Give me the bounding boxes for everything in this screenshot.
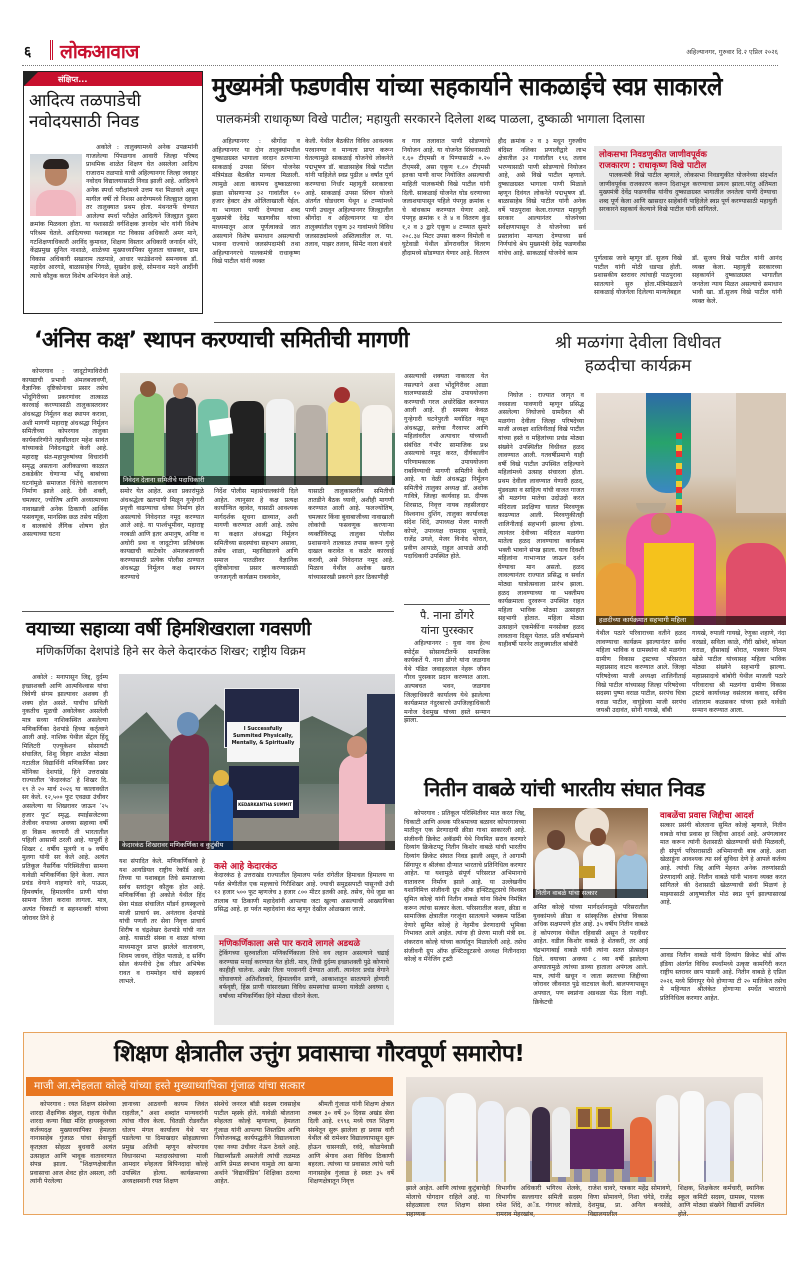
himshikhar-photo-caption: केदारकंठ शिखरावर मणिकर्णिका व कुटुंबीय	[119, 841, 395, 850]
nana-headline-line2: यांना पुरस्कार	[420, 624, 474, 637]
section-rule-3	[404, 716, 786, 717]
devi-headline-line1: श्री मळगंगा देवीला विधीवत	[555, 333, 721, 353]
nitin-side-body: सत्कार प्रसंगी बोलताना सुमित कोल्हे म्हणाले, नितीन वाबळे यांचा प्रवास हा जिद्दीचा आदर्श आहे. अपंगत्वावर मात करून त्यांनी देशासाठी खेळण्याची संधी मिळवली, ही संपूर्ण परिसरासाठी अभिमानाची बाब आहे. अशा खेळाडूंना आवश्यक त्या सर्व सुविधा देणे हे आपले कर्तव्य आहे. त्यांची जिद्द आणि मेहनत अनेक तरुणांसाठी प्रेरणादायी आहे. नितीन वाबळे यांनी भावना व्यक्त करत सांगितले की देशासाठी खेळण्याची संधी मिळणं हे माझ्यासाठी आयुष्यातील मोठं स्वप्न पूर्ण झाल्यासारखं आहे.	[660, 822, 786, 907]
lead-col-2: केली. येथील बैठकीत विविध आवश्यक परवानग्या व मान्यता प्राप्त करून घेतल्यामुळे साकळाई योजनेचे लोकनेते पद्मभूषण डॉ. बाळासाहेब विखे पाटील यांनी पाहिलेले स्वप्न पुढील ४ वर्षांत पूर्ण करण्याचा निर्धार महायुती सरकारचा आहे. साकळाई उपसा सिंचन योजने अंतर्गत घोडधरण येथून ४ टप्प्यांमध्ये पाणी उचलून अहिल्यानगर जिल्ह्यातील श्रीगोंदा व अहिल्यानगर या दोन तालुक्यांतील एकूण ३२ गावांमध्ये विविध जलसाठ्यांमध्ये अस्तित्वातील ल. पा. तलाव, पाझर तलाव, सिमेंट नाला बंधारे	[305, 138, 393, 249]
himshikhar-photo: I Successfully Summited Physically, Mentally, & Spiritually KEDARKANTHA SUMMIT केदारकंठ शिखरावर मणिकर्णिका व कुटुंबीय	[119, 674, 395, 850]
devi-col-3: गायखे, रुपाली गायखे, रेणुका शहाणे, नंदा वरखडे, सविता काळे, गौरी खोबरे, कोमल वराळ, हौसाबाई थोरात, पत्रकार निलम खोसे पाटील यांच्यासह महिला भाविक मोठ्या संख्येने सहभागी झाल्या. महाप्रसादाचे बांबोरी येथील माजली पठारे परिवाराचा श्री मळगंगा ग्रामीण विकास ट्रस्टचे कार्याध्यक्ष वसंतराव कवाद, सचिव शांताराम कळसकर यांच्या हस्ते यावेळी सन्मान करण्यात आला.	[692, 630, 786, 715]
anis-col-3: निर्देश पोलीस महासंचालकांनी दिले आहेत. त्यानुसार हे कक्ष प्रत्यक्ष कार्यान्वित व्हावेत, यासाठी आवश्यक मार्गदर्शक सूचना द्याव्यात, अशी मागणी करण्यात आली आहे. तसेच या कक्षात अंधश्रद्धा निर्मूलन समितीच्या सदस्यांचा सहभाग असावा, तसेच शाळा, महाविद्यालये आणि समाज पातळीवर वैज्ञानिक दृष्टिकोनाचा प्रसार करण्यासाठी जनजागृती कार्यक्रम राबवावेत,	[214, 488, 298, 581]
kedarkantha-box-title: कसे आहे केदारकंठ	[214, 862, 278, 872]
obstacles-box-body: ट्रेकिंगच्या सुरुवातीला मणिकर्णिकाला तिचे वय लहान असल्याने चढाई करण्यास मनाई करण्यात येत होती. मात्र, तिची दुर्दम्य इच्छाशक्ती पुढे कोणाचे काहीही चालेना. अखेर तिला परवानगी देण्यात आली. त्यानंतर प्रचंड वेगाने घोंघावणारे अतिशीतवारे, हिमालयीन प्राणी, आकाशातून सातत्याने होणारी बर्फवृष्टी, हिंस्र प्राणी यांसारख्या विविध समस्यांचा सामना यावेळी अवघ्या ६ वर्षांच्या मणिकर्णिका हिने मोठ्या धीराने केला.	[219, 950, 389, 1000]
shikshan-photo	[406, 1077, 763, 1182]
nana-body: अहिल्यानगर : युवा नाव हेल्थ स्पोर्ट्स सोसायटीतर्फे सामाजिक कार्यकर्ते पै. नाना डोंगरे यांना जळगाव येथे पंडित जवाहरलाल नेहरू जीवन गौरव पुरस्कार प्रदान करण्यात आला. अल्पबचत भवन, जळगाव जिल्हाधिकारी कार्यालय येथे झालेल्या कार्यक्रमात नंदुरबारचे उपजिल्हाधिकारी मनोज देशमुख यांच्या हस्ते सन्मान झाला.	[404, 640, 490, 725]
lead-col-1: अहिल्यानगर : श्रीगोंदा व अहिल्यानगर या दोन तालुक्यांमधील दुष्काळग्रस्त भागाला वरदान ठरणाऱ्या साकळाई उपसा सिंचन योजनेस मंत्रिमंडळ बैठकीत मान्यता मिळाली. त्यामुळे आता कायमच दुष्काळाच्या झळा सोसणाऱ्या ३२ गावांतील १० हजार हेक्टर क्षेत्र ओलिताखाली येईल. या भागाला पाणी देण्याचा शब्द मुख्यमंत्री देवेंद्र फडणवीस यांच्या माध्यमातून आज पूर्णत्वाकडे जात असल्याने विशेष समाधान असल्याची भावना राज्याचे जलसंपदामंत्री तथा अहिल्यानगरचे पालकमंत्री राधाकृष्ण विखे पाटील यांनी व्यक्त	[212, 138, 300, 266]
shikshan-col-7: राजेश चावरे, पत्रकार महेंद्र सोमावणे, विणा सोमावणे, निशा चंगेडे, राजेंद्र देशमुख, प्रा. अनिल बनसोडे, विद्यालयातील	[588, 1185, 672, 1218]
shikshan-col-3: संस्थेचे जनरल बॉडी सदस्य रावसाहेब पाटील म्हस्के होते. यावेळी बोलताना स्नेहलता कोल्हे म्हणाल्या, हेमलता गुंजाळ यांनी आपल्या शिस्तप्रिय आणि नियोजनबद्ध कार्यपद्धतीने विद्यालयाला एका नव्या उंचीवर नेऊन ठेवले आहे. विद्यार्थ्यांप्रती असलेली त्यांची तळमळ आणि प्रेमळ स्वभाव यामुळे त्या खऱ्या अर्थाने ‘विद्यार्थीप्रिय’ शिक्षिका ठरल्या आहेत.	[214, 1101, 300, 1186]
kedarkantha-box-body: केदारकंठ हे उत्तराखंड राज्यातील हिमालय पर्वत रांगेतील हिमाचल हिमालय या पर्वत श्रेणीतील एक महत्त्वाचे गिरीशिखर आहे. ज्याची समुद्रसपाटी पासूनची उंची १२ हजार ५०० फूट म्हणजेच ३ हजार ८०० मीटर इतकी आहे. तसेच, येथे जुडा का तालाब या ठिकाणी महादेवांनी आपल्या जटा खुल्या असल्याची आख्यायिका प्रसिद्ध आहे. हा पर्वत महादेवांना कंठ म्हणून देखील ओळखला जातो.	[214, 872, 394, 914]
nitin-photo-caption: नितीन वाबळे यांचा सत्कार	[533, 889, 648, 898]
shikshan-col-5: झाले आहेत. आणि त्यांच्या कुटुंबाचेही मोलाचे योगदान राहिले आहे. या सोहळ्याला रयत शिक्षण संस्था सहाय्यक	[406, 1185, 490, 1218]
masthead-divider	[50, 40, 53, 60]
anis-col-5: असल्याची शक्यता नाकारता येत नसल्याने अशा भोंदूगिरीवर आळा घालण्यासाठी ठोस उपाययोजना करण्याची गरज अधोरेखित करण्यात आली आहे. ही समस्या केवळ गुन्हेगारी घटनेपुरती मर्यादित नसून अंधश्रद्धा, सत्तेचा गैरवापर आणि महिलांवरील अत्याचार यांच्याशी संबंधित गंभीर सामाजिक प्रश्न असल्याचे नमूद करत, दीर्घकालीन परिणामकारक उपाययोजना राबविण्याची मागणी समितीने केली आहे. या वेळी अंधश्रद्धा निर्मूलन समितीचे तालुका अध्यक्ष डॉ. अशोक गावित्रे, जिल्हा कार्यवाह प्रा. दीपक शिरसाठ, निवृत्त नायब तहसीलदार विश्वनाथ दुशिंग, तालुका कार्याध्यक्ष संदेश शिंदे, उपाध्यक्ष मेजर मारुती कोपरे, उपाध्यक्ष रामदास भुजाडे, राजेंद्र उगले, मेजर विनोद थोरात, प्रवीण आपाळे, राहुल आपाळे आदी पदाधिकारी उपस्थित होते.	[404, 373, 488, 561]
nana-rule	[404, 604, 490, 605]
nitin-side-rule	[660, 948, 786, 949]
lead-col-5: पूर्णत्वास जावे म्हणून डॉ. सुजय विखे पाटील यांनी मोठी धडपड होती. प्रशासकीय स्तरावर त्यांचाही पाठपुरावा सातत्याने सुरु होता.मंत्रिमंडळाने साकळाई योजनेला दिलेल्या मान्यतेबद्दल	[594, 255, 682, 297]
brief-body: अकोले : तालुक्यामध्ये अनेक उपक्रमांनी गाजलेल्या पिंपळगाव आवारी जिल्हा परिषद प्राथमिक शाळेत शिक्षण घेत असलेला आदित्य राजाराम तळपाडे याची अहिल्यानगर जिल्हा जवाहर नवोदय विद्यालयासाठी निवड झाली आहे. आदित्यने अनेक स्पर्धा परीक्षांमध्ये उत्तम यश मिळवले असून मागील वर्षी तो निशस आरोग्यमध्ये जिल्ह्यात दहावा तर तालुक्यात प्रथम होता. मंथनतर्फे घेण्यात आलेल्या स्पर्धा परीक्षेत आदित्यने जिल्ह्यात दुसरा क्रमांक मिळवला होता. या यशासाठी वर्गशिक्षक ज्ञानदेव भोर यांनी विशेष परिश्रम घेतले. आदित्यच्या यशाबद्दल गट विकास अधिकारी अमर माने, गटशिक्षणाधिकारी अरविंद कुमावत, शिक्षण विस्तार अधिकारी जनार्दन थोरे, केंद्रप्रमुख सुनिल नाशाळे, शाळेच्या मुख्याध्यापिका सुजाता चासकर, ग्राम विकास अधिकारी सखाराम तळपाडे, आधार फाउंडेशनचे समन्वयक डॉ. महादेव आरगडे, बाळासाहेब गिगळे, सुखदेव इल्हे, सोमनाथ मदने आदींनी त्याचे कौतुक करत विशेष अभिनंदन केले आहे.	[30, 144, 198, 280]
shikshan-col-2: ज्ञानाच्या आठवणी कायम जिवंत राहतील," अशा शब्दांत मान्यवरांनी त्यांचा गौरव केला. चितळी रोडवरील धोलप मंगल कार्यालय येथे पार पडलेल्या या दिमाखदार सोहळ्याच्या प्रमुख अतिथी म्हणून कोपरगाव विधानसभा मतदारसंघाच्या माजी आमदार स्नेहलता बिपिनदादा कोल्हे उपस्थित होत्या. कार्यक्रमाच्या अध्यक्षस्थानी रयत शिक्षण	[122, 1101, 208, 1186]
shikshan-col-1: कोपरगाव : रयत शिक्षण संस्थेच्या शारदा शैक्षणिक संकुल, राहता येथील शारदा कन्या विद्या मंदिर हायस्कूलच्या कर्तव्यदक्ष मुख्याध्यापिका हेमलता नानासाहेब गुंजाळ यांचा सेवापूर्ती कृतज्ञता सोहळा बुधवारी अत्यंत उत्साहात आणि भावूक वातावरणात संपन्न झाला. "शिक्षणक्षेत्रातील प्रवासाचा आज शेवट होत असला, तरी त्यांनी पेरलेल्या	[30, 1101, 116, 1186]
nitin-side-body-2: आवड नितीन वाबळे यांनी दिव्यांग क्रिकेट बोर्ड ऑफ इंडिया अंतर्गत विविध स्पर्धांमध्ये उत्कृष्ट कामगिरी करत राष्ट्रीय स्तरावर छाप पाडली आहे. नितीन वाबळे हे एप्रिल २०२६ मध्ये सिंगापूर येथे होणाऱ्या टी २० मालिकेत तसेच मे महिन्यात श्रीलंकेत होणाऱ्या स्पर्धेत भारताचे प्रतिनिधित्व करणार आहेत.	[660, 952, 786, 1002]
section-rule-1	[214, 322, 782, 323]
brief-tag: संक्षिप्त...	[58, 75, 88, 84]
obstacles-box	[214, 935, 394, 1025]
anis-col-4: यासाठी तालुकास्तरीय समितीची तातडीने बैठक घ्यावी, अशीही मागणी करण्यात आली आहे. फलज्योतिष, चमत्कार किंवा बुवाबाजीच्या नावाखाली लोकांची फसवणूक करणाऱ्या व्यक्तींविरुद्ध तालुका पोलीस प्रशासनाने तात्काळ तपास करून गुन्हे दाखल करावेत व कठोर कारवाई करावी, असे निवेदनात नमूद आहे. मिळाव येथील अशोक खरात यांच्यासारखी प्रकरणे इतर ठिकाणीही	[308, 488, 394, 581]
anis-photo	[120, 373, 395, 485]
lead-sidebar-body: पालकमंत्री विखे पाटील म्हणाले, लोकसभा निवडणुकीत योजनेच्या संदर्भात जाणीवपूर्वक राजकारण करून दिशाभूल करण्याचा प्रयत्न झाला.परंतु अंतिमता मुख्यमंत्री देवेंद्र फडणवीस यांनीच दुष्काळग्रस्त भागातील जनतेला पाणी देण्याचा शब्द पूर्ण केला आणि खासदार साहेबांनी पाहिलेले स्वप्न पूर्ण करण्यासाठी महायुती सरकारने सहकार्य केल्याने विखे पाटील यांनी सांगितले.	[599, 172, 777, 214]
newspaper-logo: लोकआवाज	[60, 41, 139, 63]
shikshan-col-8: शिक्षक, शिक्षकेतर कर्मचारी, स्थानिक स्कूल कमिटी सदस्य, ग्रामस्थ, पालक आणि मोठ्या संख्येने विद्यार्थी उपस्थित होते.	[678, 1185, 764, 1218]
nitin-headline: नितीन वाबळे यांची भारतीय संघात निवड	[424, 777, 705, 801]
nitin-side-title: वाबळेंचा प्रवास जिद्दीचा आदर्श	[660, 811, 754, 821]
lead-col-3: व गाव तलावात पाणी सोडण्याचे नियोजन आहे. या योजनेत सिंचनासाठी १.६० टीएमसी व पिण्यासाठी ०.२० टीएमसी, असा एकूण १.८० टीएमसी इतका पाणी वापर नियोजित असल्याची माहिती पालकमंत्री विखे पाटील यांनी दिली. साकळाई योजनेत घोड धरणाच्या जलाशयापासून पहिले पंपगृह क्रमांक १ चे बांधकाम करण्यात येणार आहे. पंपगृह क्रमांक १ ते ४ व वितरण कुंड १,२ व ३ द्वारे एकूण ४ टप्प्यात सुमारे २०८.३४ मिटर उपसा करून विमोली व घुटेवाडी येथील डोंगरावरील वितरण हौदामध्ये सोडण्यात येणार आहे. वितरण	[402, 138, 490, 257]
lead-headline: मुख्यमंत्री फडणवीस यांच्या सहकार्याने साकळाईचे स्वप्न साकारले	[212, 72, 723, 101]
section-rule-2	[22, 611, 394, 612]
shikshan-banner	[26, 1077, 393, 1096]
lead-col-4: हौद क्रमांक २ व ३ मधून गुरुत्वीय बंदिस्त नलिका प्रणालीद्वारे लाभ क्षेत्रातील ३२ गावांतील १९६ तलाव भरण्यासाठी पाणी सोडण्याचे नियोजन आहे, असे विखे पाटील म्हणाले. दुष्काळग्रस्त भागाला पाणी मिळाले म्हणून दिवंगत लोकनेते पद्मभूषण डॉ. बाळासाहेब विखे पाटील यांनी अनेक वर्षे पाठपुरावा केला.राज्यात महायुती सरकार आल्यानंतर योजनेच्या सर्वेक्षणापासून ते योजनेच्या सर्व प्रस्तावांना मान्यता देण्याच्या सर्व निर्णयांचे श्रेय मुख्यमंत्री देवेंद्र फडणवीस यांचेच आहे. साकळाई योजनेचे काम	[498, 138, 586, 257]
himshikhar-subheadline: मणिकर्णिका देशपांडे हिने सर केले केदारकंठ शिखर; राष्ट्रीय विक्रम	[36, 644, 306, 658]
anis-col-2: समोर येत आहेत. अशा प्रकारांमुळे अंधश्रद्धेला खतपाणी मिळून गुन्हेगारी प्रवृत्ती वाढण्याचा धोका निर्माण होत असल्याचे निवेदनात नमूद करण्यात आले आहे. या पार्श्वभूमीवर, महाराष्ट्र नरबळी आणि इतर अमानुष, अनिष्ट व अघोरी प्रथा व जादूटोणा प्रतिबंधक कायद्याची काटेकोर अंमलबजावणी करण्यासाठी प्रत्येक पोलीस ठाण्यात अंधश्रद्धा निर्मूलन कक्ष स्थापन करण्याचे	[120, 488, 204, 581]
shikshan-banner-text: माजी आ.स्नेहलता कोल्हे यांच्या हस्ते मुख्याध्यापिका गुंजाळ यांचा सत्कार	[34, 1080, 305, 1092]
shikshan-headline: शिक्षण क्षेत्रातील उत्तुंग प्रवासाचा गौरवपूर्ण समारोप!	[114, 1041, 525, 1067]
devi-photo	[596, 393, 786, 625]
himshikhar-headline: वयाच्या सहाव्या वर्षी हिमशिखराला गवसणी	[26, 618, 311, 640]
devi-photo-caption: हळदीच्या कार्यक्रमात सहभागी महिला	[596, 616, 786, 625]
lead-sidebar-title-2: राजकारण : राधाकृष्ण विखे पाटील	[599, 161, 707, 171]
nitin-photo	[533, 808, 648, 898]
page-number: ६	[24, 44, 32, 60]
masthead-rule	[22, 65, 778, 66]
lead-subheadline: पालकमंत्री राधाकृष्ण विखे पाटील; महायुती सरकारने दिलेला शब्द पाळला, दुष्काळी भागाला दिलासा	[216, 112, 645, 126]
himshikhar-col-1: अकोले : मनापासून जिद्द, दुर्दम्य इच्छाशक्ती आणि आत्मविश्वास यांचा त्रिवेणी संगम झाल्यावर अशक्य ही शक्य होत असते. याचीच प्रचिती नुकतीच मूळची अकोलेकर असलेली मात्र सध्या नाशिकस्थित असलेल्या मणिकर्णिका देशपांडे हिच्या कर्तृत्वाने आली आहे. नाशिक येथील सेंट्रल हिंदू मिलिटरी एज्युकेशन सोसायटी संचालित, शिशु विहार शाळेत मोठ्या गटातील विद्यार्थिनी मणिकर्णिका प्रवर मोनिका देशपांडे, हिने उत्तराखंड राज्यातील ‘केदारकंठ’ हे शिखर दि. १९ ते २० मार्च २०२६ या कालावधीत सर केले. १२,५०० फूट एवढ्या उंचीवर असलेल्या या शिखरावर जाऊन ‘२५ हजार फूट’ स्मृद्ध. स्पाईसजेटच्या तेजीवर वयाच्या अवघ्या सहाव्या वर्षी हा विक्रम करणारी ती भारतातील पहिली आसामी ठरली आहे. यापूर्वी हे शिखर ८ वर्षीय मुलगी व ७ वर्षीय मुलगा यांनी सर केले आहे. अत्यंत प्रतिकूल नैसर्गिक परिस्थितीचा सामना यावेळी मणिकर्णिका हिने केला. त्यात प्रचंड वेगाने वाहणारे वारे, पाऊस, हिमवर्षाव, हिमालयीन प्राणी यांचा सामना तिला करावा लागला. मात्र, अत्यंत चिकाटी व सहनशक्ती यांच्या जोरावर तिने हे	[22, 674, 108, 922]
anis-col-1: कोपरगाव : जादूटोणाविरोधी कायद्याची प्रभावी अंमलबजावणी, वैज्ञानिक दृष्टिकोनाचा प्रसार तसेच भोंदूगिरीच्या प्रकरणांवर तात्काळ कारवाई करण्यासाठी तालुकास्तरावर अंधश्रद्धा निर्मूलन कक्ष स्थापन करावा, अशी मागणी महाराष्ट्र अंधश्रद्धा निर्मूलन समितीच्या कोपरगाव तालुका कार्यकारिणीने तहसीलदार महेश सावंत यांच्याकडे निवेदनाद्वारे केली आहे. महाराष्ट्र संत-महापुरुषांच्या विचारांनी समृद्ध असताना अलीकडच्या काळात ठकडेकीर घेणाऱ्या भोंदू बाबांच्या घटनांमुळे समाजात चिंतेचे वातावरण निर्माण झाले आहे. देवी शक्ती, चमत्कार, ज्योतिष आणि अध्यात्माच्या नावाखाली अनेक ठिकाणी आर्थिक फसवणूक, मानसिक छळ तसेच महिला व बालकांचे लैंगिक शोषण होत असल्याच्या घटना	[22, 368, 108, 539]
nitin-col-1: कोपरगाव : प्रतिकूल परिस्थितीवर मात करत जिद्द, चिकाटी आणि अथक परिश्रमाच्या बळावर कोपरगावच्या मातीतून एक प्रेरणादायी क्रीडा गाथा साकारली आहे. संजीवनी क्रिकेट अकॅडमी येथे नियमित सराव करणारे दिव्यांग क्रिकेटपटू नितीन किशोर वाबळे यांची भारतीय दिव्यांग क्रिकेट संघात निवड झाली असून, ते आगामी सिंगापूर व श्रीलंका दौऱ्यात भारताचे प्रतिनिधित्व करणार आहेत. या यशामुळे संपूर्ण परिसरात अभिमानाचे वातावरण निर्माण झाले आहे. या उल्लेखनीय यशानिमित्त संजीवनी ग्रुप ऑफ इन्स्टिट्यूटसचे विश्वस्त सुमित कोल्हे यांनी नितीन वाबळे यांना विशेष निमंत्रित करून त्यांचा सत्कार केला. परिसरातील कला, क्रीडा व सामाजिक क्षेत्रातील गरजूंना सातत्याने भक्कम पाठिंबा देणारे सुमित कोल्हे हे नेहमीच प्रेरणादायी भूमिका निभावत आले आहेत. त्यांना ही प्रेरणा माजी मंत्री स्व. शंकरराव कोल्हे यांच्या कार्यातून मिळालेली आहे. तसेच संजीवनी ग्रुप ऑफ इन्स्टिट्यूटसचे अध्यक्ष नितीनदादा कोल्हे व मॅनेजिंग ट्रस्टी	[404, 810, 526, 964]
nana-headline-line1: पै. नाना डोंगरे	[419, 609, 475, 622]
lead-sidebar-box	[594, 146, 782, 230]
brief-tag-bar	[24, 72, 202, 86]
brief-headline-line1: आदित्य तळपाडेची	[29, 91, 141, 111]
brief-headline-line2: नवोदयसाठी निवड	[29, 112, 140, 132]
shikshan-col-4: श्रीमती गुंजाळ यांनी शिक्षण क्षेत्रात तब्बल ३० वर्षे ३० दिवस अखंड सेवा दिली आहे. १९९६ मध्ये रयत शिक्षण संस्थेतून सुरू झालेला हा प्रवास वारी येथील श्री रामेश्वर विद्यालयापासून सुरू होऊन चासनळी, रवंदे, कोळपेवाडी आणि श्रेगाव अशा विविध ठिकाणी बहरला. त्यांच्या या प्रवासात त्यांचे पती नानासाहेब गुंजाळ हे स्वतः ३५ वर्षे शिक्षणक्षेत्रातून निवृत्त	[308, 1101, 394, 1186]
devi-col-2: येथील पठारे परिवाराच्या वतीने हळद लावण्याचा कार्यक्रम झाल्यानंतर सर्वच महिला भाविक व ग्रामस्थांना श्री मळगंगा ग्रामीण विकास ट्रस्टच्या परिसरात महाप्रसाद वाटप करण्यात आले. जिल्हा परिषदेच्या माजी अध्यक्षा शालिनीताई विखे पाटील यांच्यासह जिल्हा परिषदेच्या सदस्या पुष्पा वराळ पाटील, सरपंच चित्रा वराळ पाटील, वाघुंडेच्या माजी सरपंच जयश्री उदावंत, सोनी गायखे, बॉबी	[596, 630, 686, 715]
lead-sidebar-title-1: लोकसभा निवडणुकीत जाणीवपूर्वक	[599, 150, 707, 160]
shikshan-col-6: विभागीय अधिकारी भगिरथ शेलके, विभागीय सल्लागार समिती सदस्य रमेश शिंदे, अॅड. गंगाधर कोताडे, रामराव मेहरखांब,	[496, 1185, 582, 1218]
lead-col-6: डॉ. सुजय विखे पाटील यांनी आनंद व्यक्त केला. महायुती सरकारच्या सहकार्याने दुष्काळग्रस्त भागातील जनतेला न्याय मिळत असल्याचे समाधान भावी खा. डॉ.सुजय विखे पाटील यांनी व्यक्त केले.	[692, 255, 782, 305]
shikshan-box	[23, 1032, 787, 1218]
anis-headline: ‘अंनिस कक्ष’ स्थापन करण्याची समितीची मागणी	[34, 328, 409, 353]
brief-tag-corner	[24, 72, 38, 86]
brief-box	[23, 71, 203, 314]
devi-col-1: निघोज : राज्यात जागृत व नवसाला पावणारी म्हणून प्रसिद्ध असलेल्या निघोजचे ग्रामदैवत श्री मळगंगा देवीला जिल्हा परिषदेच्या माजी अध्यक्षा शालिनीताई विखे पाटील यांच्या हस्ते व महिलांच्या प्रचंड मोठ्या संख्येने उपस्थितीत विधीवत हळद लावण्यात आली. गतवर्षीप्रमाणे याही वर्षी विखे पाटील उपस्थित राहिल्याने महिलांमध्ये उत्साह संचारला होता. प्रथम देवीला लावण्यात येणारी हळद, मुंडवळ्या व साहित्य यांची वाजत गाजत श्री मळगंगा मातेचा उदोउदो करत मंदिराला प्रदक्षिणा घालत मिरवणूक काढण्यात आली. मिरवणुकीतही शालिनीताई सहभागी झाल्या होत्या. त्यानंतर देवीच्या मंदिरात मळगंगा मातेला हळद लावण्याचा कार्यक्रम भक्ती भावाने संपन्न झाला. याच दिवशी महिलांना गाभाऱ्यात जाऊन दर्शन घेण्याचा मान असतो. हळद लावल्यानंतर राज्यात प्रसिद्ध व सर्वात मोठ्या यात्रोत्सवाला प्रारंभ झाला. हळद लावण्याच्या या भक्तीमय कार्यक्रमाला दुरवरून उपस्थित राहत महिला भाविक मोठ्या उत्साहात सहभागी होतात. महिला मोठ्या उत्साहाने एकमेकींना मनसोक्त हळद लावताना दिसून येतात. प्रति वर्षाप्रमाणे याहीवर्षी पारनेर तालुक्यातील बांबोरी	[498, 392, 584, 649]
masthead	[14, 38, 786, 62]
nitin-col-2: अमित कोल्हे यांच्या मार्गदर्शनामुळे परिसरातील युवकांमध्ये क्रीडा व सांस्कृतिक क्षेत्रांचा विकास अधिक सक्षमपणे होत आहे. ३५ वर्षीय नितीन वाबळे हे कोपरगाव येथील रहिवासी असून ते पदवीधर आहेत. वडील किशोर वाबळे हे शेतकरी, तर आई चंद्रभागाबाई वाबळे यांनी त्यांना सतत प्रोत्साहन दिले. वयाच्या अवघ्या ८ व्या वर्षी झालेल्या अपघातामुळे त्यांच्या डाव्या हाताला अपंगत्व आले. मात्र, त्यांनी खचून न जाता स्वतःच्या जिद्दीच्या जोरावर जीवनात पुढे वाटचाल केली. बालपणापासून अपघात, पण स्वप्नांना अडथळा येऊ दिला नाही. क्रिकेटची	[533, 904, 648, 1006]
himshikhar-col-2: यश संपादित केले. मणिकर्णिकाचे हे यश आयडियल राष्ट्रीय रेकॉर्ड आहे. तिच्या या यशाबद्दल तिचे समाजाच्या सर्वच स्तरांतून कौतुक होत आहे. मणिकर्णिका ही अकोले येथील हिंद सेवा मंडळ संचालित मॉडर्न हायस्कूलचे माजी प्राचार्य स्व. अनंतराव देशपांडे यांची पणती तर सेवा निवृत्त प्राचार्य शिरीष व चंद्रशेखर देशपांडे यांची नात आहे. यासाठी संस्था व शाळा यांच्या माध्यमातून प्राप्त झालेले वातावरण, शिवम जाधव, रोहित पाताळे, द सर्विंग सोल कंपनीचे ट्रेक लीडर अभिषेक रावत व राममोहन यांचे सहकार्य लाभले.	[119, 858, 205, 986]
devi-headline-line2: हळदीचा कार्यक्रम	[584, 356, 692, 376]
obstacles-box-title: मणिकर्णिकाला असे पार करावे लागले अडथळे	[219, 939, 360, 949]
anis-photo-caption: निवेदन देताना समितीचे पदाधिकारी	[120, 476, 395, 485]
summit-certificate: I Successfully Summited Physically, Mentally, & Spiritually	[227, 722, 299, 762]
dateline: अहिल्यानगर, गुरुवार दि.२ एप्रिल २०२६	[686, 48, 778, 56]
